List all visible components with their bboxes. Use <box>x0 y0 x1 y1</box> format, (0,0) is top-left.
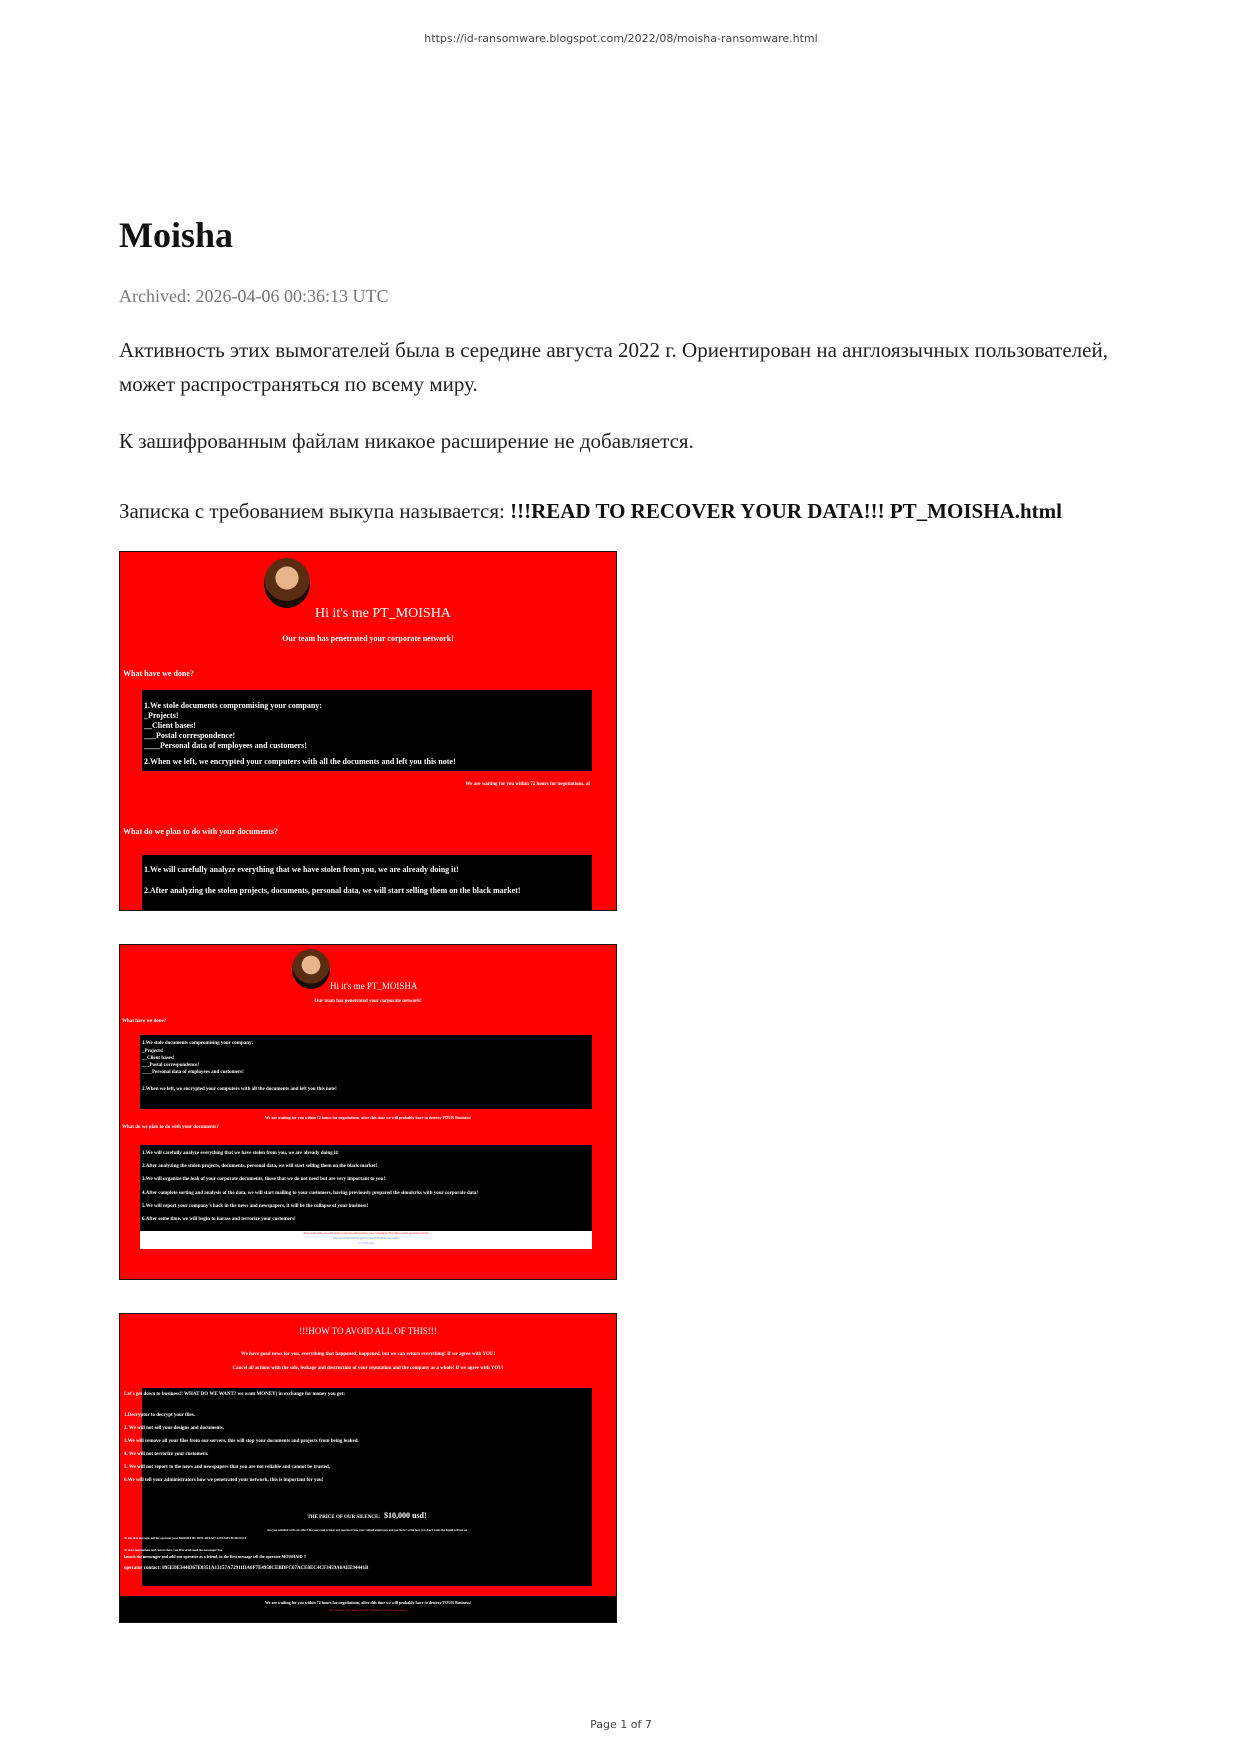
box1-line: ___Postal correspondence! <box>142 1063 199 1068</box>
contact-question: Are you satisfied with our offer? Do you want to hear our operator? Do your valued employees and partners? write now you don't want the liquid written on <box>266 1528 468 1532</box>
demand-item: 4. We will not terrorize your customers. <box>124 1452 209 1457</box>
paragraph-ransom-note <box>119 494 1119 528</box>
demands-intro: Let's get down to business!! WHAT DO WE WANT? we want MONEY) in exchange for money you get: <box>124 1392 345 1397</box>
contact-tox-id: To the first message, tell the operator your MOISHA ID: 8F9C-DFFA77-4235-5255-4F26C8A15 <box>124 1536 246 1540</box>
note-link-box <box>140 1231 592 1249</box>
paragraph-activity: Активность этих вымогателей была в середине августа 2022 г. Ориентирован на англоязычных пользователей, может распространяться по всему миру. <box>119 338 1108 396</box>
footer-waiting: We are waiting for you within 72 hours for negotiations, after this time we will probably have to destroy YOUR Business! <box>264 1600 472 1605</box>
note-heading: !!!HOW TO AVOID ALL OF THIS!!! <box>299 1326 437 1336</box>
box2-line: 2.After analyzing the stolen projects, documents, personal data, we will start selling them on the black market! <box>144 886 521 895</box>
note-question-2: What do we plan to do with your documents? <box>122 1125 219 1130</box>
ransom-note-prefix: Записка с требованием выкупа называется: <box>119 499 511 523</box>
note-box-1 <box>142 690 592 771</box>
note-heading: Hi it's me PT_MOISHA <box>330 981 418 991</box>
note-question-1: What have we done? <box>123 669 194 678</box>
ransom-note-screenshot-2 <box>119 944 617 1280</box>
box1-line-2: 2.When we left, we encrypted your computers with all the documents and left you this note! <box>142 1087 337 1092</box>
demand-item: 5. We will not report to the news and newspapers that you are not reliable and cannot be trusted. <box>124 1465 331 1470</box>
box1-line: 1.We stole documents compromising your company: <box>142 1041 254 1046</box>
ransom-note-screenshot-3 <box>119 1313 617 1623</box>
leak-site-link[interactable]: http://moishaleaks.blogspot.com/2022/08/moisha.html <box>333 1236 399 1240</box>
contact-instructions: launch the messenger and add our operator as a friend, in the first message tell the operator MOISHAID !! <box>124 1554 307 1559</box>
archived-timestamp: Archived: 2026-04-06 00:36:13 UTC <box>119 286 389 306</box>
note-subheading: Our team has penetrated your corporate network! <box>314 999 422 1004</box>
paragraph-extension: К зашифрованным файлам никакое расширение не добавляется. <box>119 429 694 453</box>
note-question-2: What do we plan to do with your documents? <box>123 827 278 836</box>
article-title: Moisha <box>119 215 234 255</box>
contact-note: To start negotiations and restore data, you first of all need the messenger Tox <box>124 1548 223 1552</box>
box2-line: 1.We will carefully analyze everything that we have stolen from you, we are already doing it! <box>144 865 459 874</box>
note-box-2 <box>140 1145 592 1231</box>
note-line: We have good news for you, everything that happened, happened, but we can return everything! If we agree with YOU! <box>240 1352 496 1357</box>
click-here-link[interactable]: << Click here <box>357 1241 375 1245</box>
note-box-1 <box>140 1035 592 1109</box>
demand-item: 3.We will remove all your files from our servers, this will stop your documents and projects from being leaked. <box>124 1439 359 1444</box>
box1-line: 1.We stole documents compromising your company: <box>144 701 322 710</box>
box2-line: 4.After complete sorting and analysis of the data, we will start mailing to your customers, having previously prepared the simulcrks with your corporate data! <box>142 1191 479 1196</box>
demand-item: 6.We will tell your administrators how we penetrated your network, this is important for you! <box>124 1478 324 1483</box>
footer-warning: Be careful in your search and the number of ransom cases grows <box>329 1608 407 1612</box>
demand-item: 2. We will not sell your designs and documents. <box>124 1426 225 1431</box>
operator-contact: operator contact: 895EDE3448367E0351A13157A72911DA6F7E4958CEBDFC67ACE0EC4CF3459A6AEE94441B <box>124 1566 369 1571</box>
note-box-2 <box>142 855 592 911</box>
price-label: THE PRICE OF OUR SILENCE: <box>307 1515 380 1520</box>
price-line <box>142 1505 592 1523</box>
note-footer-bar <box>120 1596 616 1623</box>
page-number: Page 1 of 7 <box>590 1718 652 1731</box>
note-waiting-text: We are waiting for you within 72 hours for negotiations, after this time we will probably have to destroy YOUR Business! <box>264 1115 472 1120</box>
box1-line: __Client bases! <box>144 721 196 730</box>
ransom-note-screenshot-1 <box>119 551 617 911</box>
note-waiting-text: We are waiting for you within 72 hours for negotiations, af <box>465 782 590 787</box>
box2-line: 3.We will organize the leak of your corporate documents, those that we do not need but are very important to you! <box>142 1177 386 1182</box>
link-box-line: After some time, we will begin to harass and terrorize your customers! The link to their personal website <box>303 1231 429 1235</box>
moisha-avatar-icon <box>292 949 330 989</box>
moisha-avatar-icon <box>264 558 310 608</box>
note-heading: Hi it's me PT_MOISHA <box>315 606 451 621</box>
price-value: $10,000 usd! <box>383 1511 427 1520</box>
box2-line: 6.After some time, we will begin to harass and terrorize your customers! <box>142 1217 296 1222</box>
note-box-demands <box>124 1388 592 1586</box>
note-subheading: Our team has penetrated your corporate network! <box>282 634 454 643</box>
box1-line-2: 2.When we left, we encrypted your computers with all the documents and left you this note! <box>144 757 456 766</box>
box2-line: 1.We will carefully analyze everything that we have stolen from you, we are already doing it! <box>142 1151 339 1156</box>
note-line: Cancel all actions with the sale, leakage and destruction of your reputation and the company as a whole! If we agree with YOU! <box>232 1366 504 1371</box>
box2-line: 5.We will report your company's hack in the news and newspapers, it will be the collapse of your business! <box>142 1204 369 1209</box>
note-question-1: What have we done? <box>122 1019 167 1024</box>
box1-line: _Projects! <box>144 711 179 720</box>
page-url: https://id-ransomware.blogspot.com/2022/08/moisha-ransomware.html <box>424 32 818 45</box>
box1-line: __Client bases! <box>142 1056 175 1061</box>
box1-line: ____Personal data of employees and customers! <box>142 1070 244 1075</box>
box1-line: _Projects! <box>142 1049 164 1054</box>
box2-line: 2.After analyzing the stolen projects, documents, personal data, we will start selling them on the black market! <box>142 1164 378 1169</box>
ransom-note-filename: !!!READ TO RECOVER YOUR DATA!!! PT_MOISHA.html <box>510 499 1062 523</box>
demand-item: 1.Decryptor to decrypt your files. <box>124 1413 195 1418</box>
box1-line: ___Postal correspondence! <box>144 731 236 740</box>
box1-line: ____Personal data of employees and customers! <box>144 741 307 750</box>
